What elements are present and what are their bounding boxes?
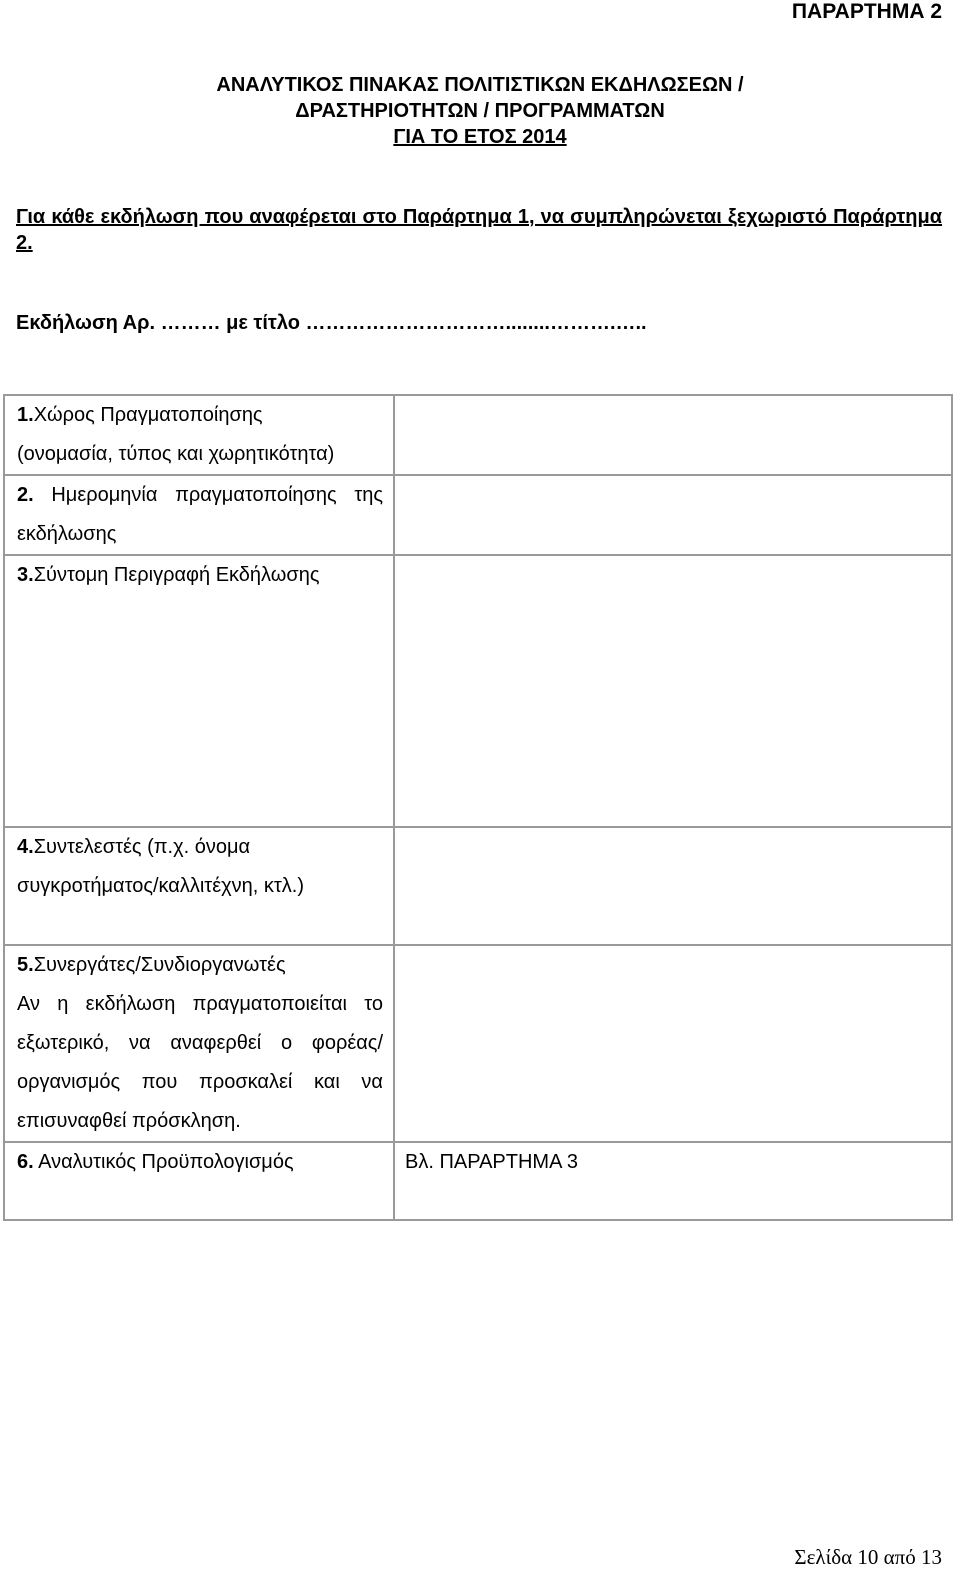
title-line-2: ΔΡΑΣΤΗΡΙΟΤΗΤΩΝ / ΠΡΟΓΡΑΜΜΑΤΩΝ <box>295 100 665 122</box>
title-line-3: ΓΙΑ ΤΟ ΕΤΟΣ 2014 <box>393 126 567 148</box>
table-row <box>4 475 952 555</box>
description-value-cell[interactable] <box>394 555 952 827</box>
row-number: 1. <box>17 404 34 426</box>
row-number: 5. <box>17 954 34 976</box>
table-row <box>4 827 952 945</box>
table-row <box>4 555 952 827</box>
table-row <box>4 945 952 1142</box>
contributors-label: Συντελεστές (π.χ. όνομα <box>33 836 251 858</box>
instruction-text: Για κάθε εκδήλωση που αναφέρεται στο Παράρτημα 1, να συμπληρώνεται ξεχωριστό Παράρτημα 2. <box>16 206 942 254</box>
event-details-table <box>3 394 953 1221</box>
row-number: 6. <box>17 1151 34 1173</box>
budget-label-cell <box>4 1142 394 1220</box>
venue-label-cell <box>4 395 394 475</box>
event-number-title-line: Εκδήλωση Αρ. ……… με τίτλο …………………………........……….….. <box>16 312 647 334</box>
contributors-value-cell[interactable] <box>394 827 952 945</box>
partners-label-cell <box>4 945 394 1142</box>
date-label-cell <box>4 475 394 555</box>
table-row <box>4 395 952 475</box>
contributors-label-cell <box>4 827 394 945</box>
venue-label: Χώρος Πραγματοποίησης <box>33 404 263 426</box>
table-row <box>4 1142 952 1220</box>
venue-label-detail: (ονομασία, τύπος και χωρητικότητα) <box>17 443 335 465</box>
contributors-label-detail: συγκροτήματος/καλλιτέχνη, κτλ.) <box>17 875 304 897</box>
description-label-cell <box>4 555 394 827</box>
document-title <box>0 72 960 150</box>
annex-label: ΠΑΡΑΡΤΗΜΑ 2 <box>791 0 942 23</box>
budget-value-cell: Βλ. ΠΑΡΑΡΤΗΜΑ 3 <box>394 1142 952 1220</box>
row-number: 2. <box>17 484 34 506</box>
page-number: Σελίδα 10 από 13 <box>794 1545 942 1569</box>
date-label: Ημερομηνία πραγματοποίησης της εκδήλωσης <box>17 484 383 545</box>
partners-value-cell[interactable] <box>394 945 952 1142</box>
venue-value-cell[interactable] <box>394 395 952 475</box>
partners-label-detail: Αν η εκδήλωση πραγματοποιείται το εξωτερικό, να αναφερθεί ο φορέας/οργανισμός που προσκαλεί και να επισυναφθεί πρόσκληση. <box>17 993 383 1132</box>
date-value-cell[interactable] <box>394 475 952 555</box>
budget-label: Αναλυτικός Προϋπολογισμός <box>38 1151 294 1173</box>
row-number: 4. <box>17 836 34 858</box>
title-line-1: ΑΝΑΛΥΤΙΚΟΣ ΠΙΝΑΚΑΣ ΠΟΛΙΤΙΣΤΙΚΩΝ ΕΚΔΗΛΩΣΕΩΝ / <box>216 74 744 96</box>
row-number: 3. <box>17 564 34 586</box>
partners-label: Συνεργάτες/Συνδιοργανωτές <box>33 954 286 976</box>
description-label: Σύντομη Περιγραφή Εκδήλωσης <box>33 564 320 586</box>
